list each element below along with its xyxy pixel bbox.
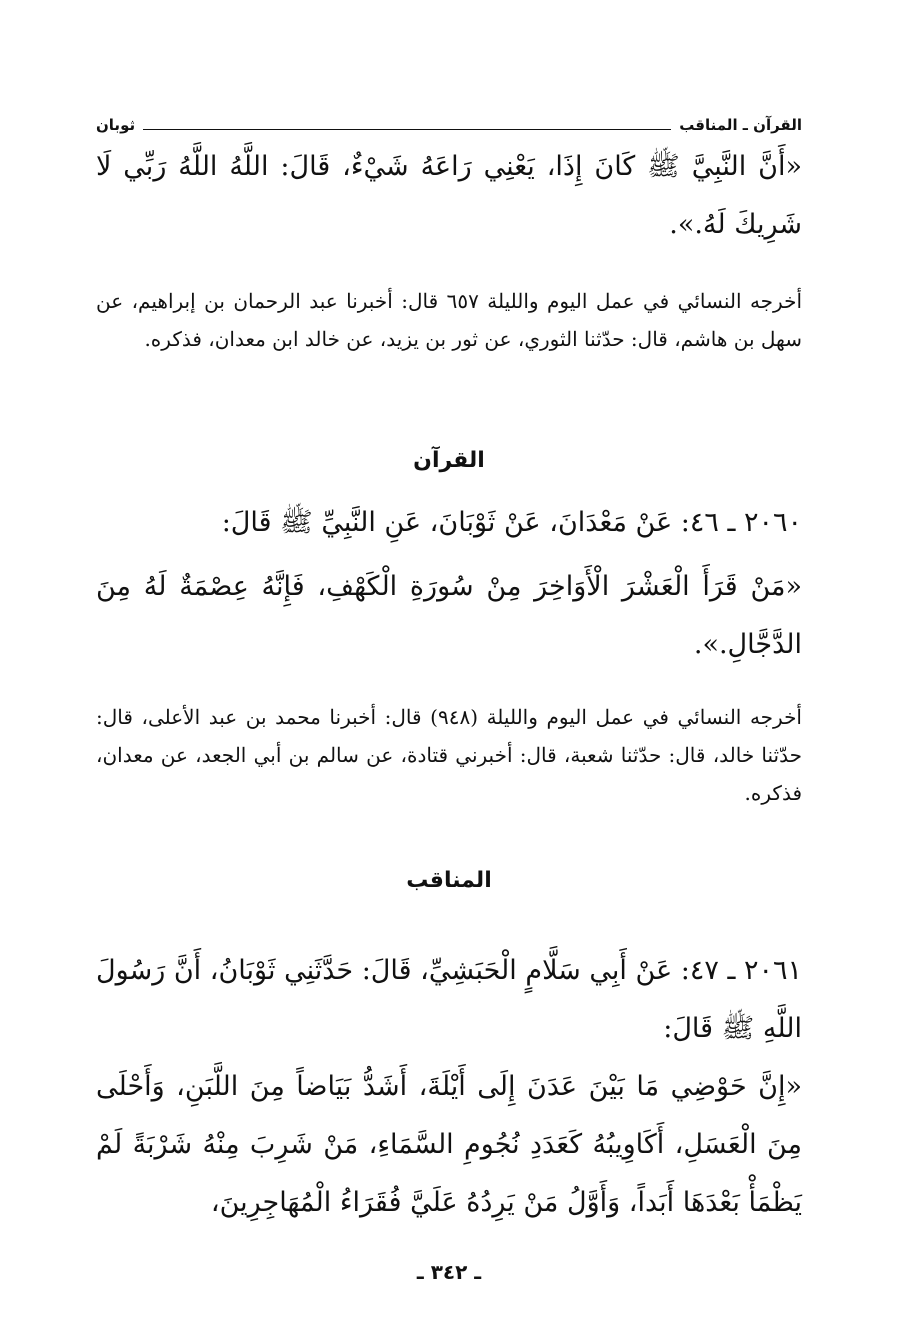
section-heading-manaqib: المناقب [406,868,492,893]
takhrij-2060: أخرجه النسائي في عمل اليوم والليلة (٩٤٨) قال: أخبرنا محمد بن عبد الأعلى، قال: حدّثنا خالد، قال: حدّثنا شعبة، قال: أخبرني قتادة، عن سالم بن أبي الجعد، عن معدان، فذكره. [96,705,802,805]
page-number: ـ ٣٤٢ ـ [416,1260,482,1284]
hadith-2059-text: «أَنَّ النَّبِيَّ ﷺ كَانَ إِذَا، يَعْنِي رَاعَهُ شَيْءٌ، قَالَ: اللَّهُ اللَّهُ رَبِّي لَا شَرِيكَ لَهُ.». [96,151,802,240]
hadith-2061-isnad: ٢٠٦١ ـ ٤٧: عَنْ أَبِي سَلَّامٍ الْحَبَشِيِّ، قَالَ: حَدَّثَنِي ثَوْبَانُ، أَنَّ رَسُولَ اللَّهِ ﷺ قَالَ: [96,955,803,1044]
hadith-2061-matn: «إِنَّ حَوْضِي مَا بَيْنَ عَدَنَ إِلَى أَيْلَةَ، أَشَدُّ بَيَاضاً مِنَ اللَّبَنِ، وَأَحْلَى مِنَ الْعَسَلِ، أَكَاوِيبُهُ كَعَدَدِ نُجُومِ السَّمَاءِ، مَنْ شَرِبَ مِنْهُ شَرْبَةً لَمْ يَظْمَأْ بَعْدَهَا أَبَداً، وَأَوَّلُ مَنْ يَرِدُهُ عَلَيَّ فُقَرَاءُ الْمُهَاجِرِينَ، [96,1071,802,1218]
hadith-2060-isnad: ٢٠٦٠ ـ ٤٦: عَنْ مَعْدَانَ، عَنْ ثَوْبَانَ، عَنِ النَّبِيِّ ﷺ قَالَ: [221,507,802,538]
section-heading-quran: القرآن [413,448,485,473]
header-rule [143,129,671,130]
hadith-2060-matn: «مَنْ قَرَأَ الْعَشْرَ الْأَوَاخِرَ مِنْ سُورَةِ الْكَهْفِ، فَإِنَّهُ عِصْمَةٌ لَهُ مِنَ الدَّجَّالِ.». [96,571,802,660]
running-header-sections: القرآن ـ المناقب [679,116,802,134]
takhrij-2059: أخرجه النسائي في عمل اليوم والليلة ٦٥٧ قال: أخبرنا عبد الرحمان بن إبراهيم، عن سهل بن هاشم، قال: حدّثنا الثوري، عن ثور بن يزيد، عن خالد ابن معدان، فذكره. [96,289,803,351]
running-header [96,112,802,136]
book-page [96,112,802,1302]
running-header-narrator: ثوبان [96,116,136,134]
